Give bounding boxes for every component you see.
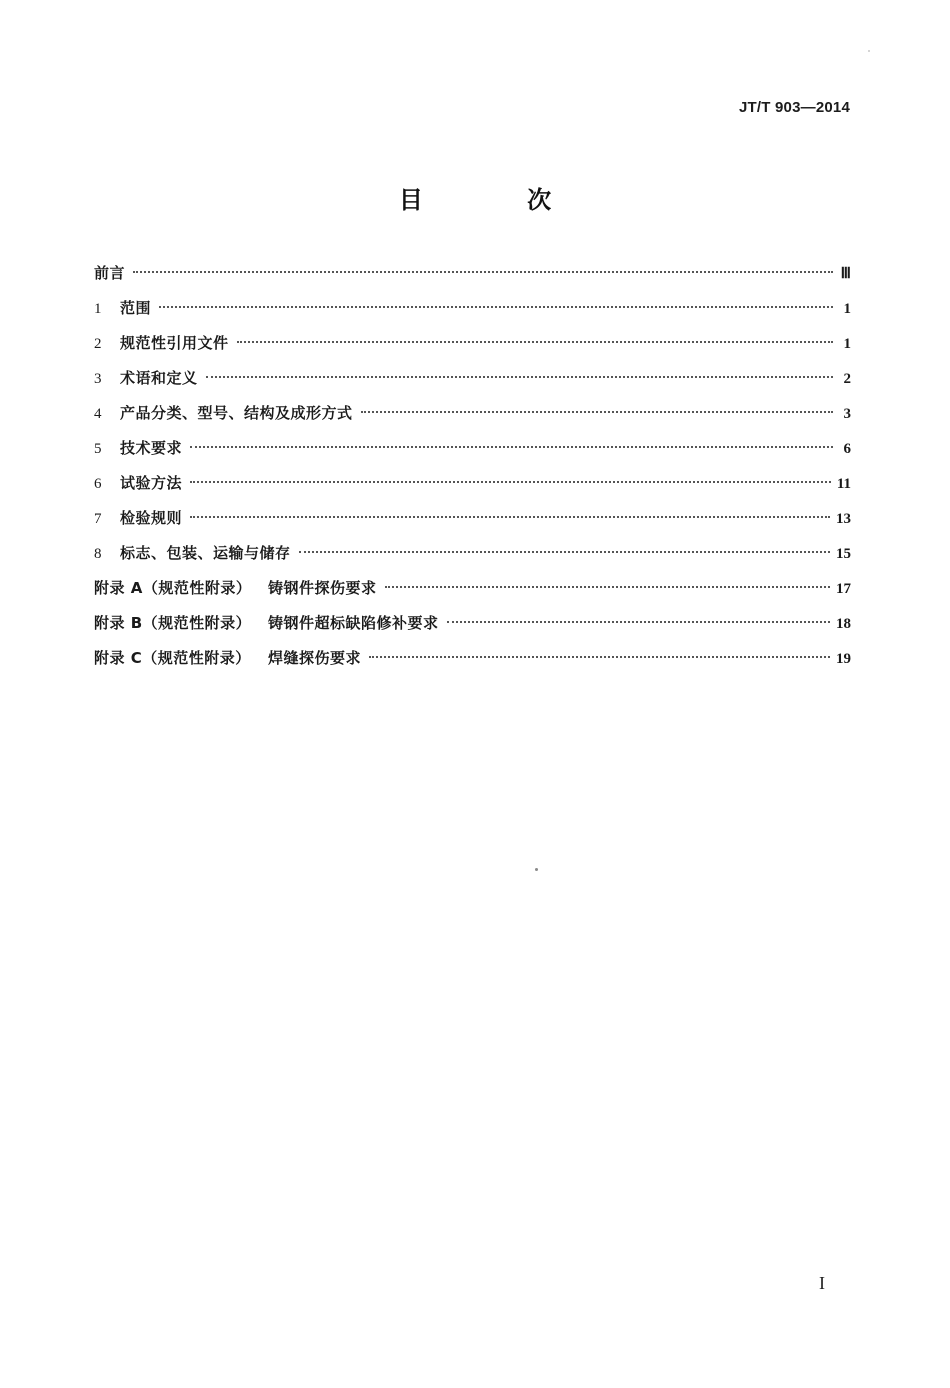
toc-entry-annex-c[interactable] [94, 641, 851, 676]
toc-entry-page: Ⅲ [840, 266, 851, 282]
toc-entry-number: 6 [94, 476, 102, 492]
dot-leader [159, 306, 833, 308]
toc-entry-label: 产品分类、型号、结构及成形方式 [120, 404, 353, 422]
toc-annex-designation: 附录 A（规范性附录） [94, 579, 252, 597]
document-code: JT/T 903—2014 [739, 99, 850, 116]
toc-entry-page: 17 [836, 581, 851, 597]
table-of-contents [94, 256, 851, 676]
toc-entry-number: 8 [94, 546, 102, 562]
toc-entry-number: 2 [94, 336, 102, 352]
page-folio: I [819, 1273, 825, 1293]
dot-leader [206, 376, 833, 378]
toc-entry-5[interactable] [94, 431, 851, 466]
toc-entry-page: 3 [843, 406, 851, 422]
toc-entry-4[interactable] [94, 396, 851, 431]
toc-entry-page: 18 [836, 616, 851, 632]
dot-leader [190, 516, 830, 518]
toc-entry-annex-a[interactable] [94, 571, 851, 606]
toc-entry-7[interactable] [94, 501, 851, 536]
toc-entry-3[interactable] [94, 361, 851, 396]
toc-entry-label: 铸钢件超标缺陷修补要求 [268, 614, 439, 632]
dot-leader [385, 586, 830, 588]
toc-entry-6[interactable] [94, 466, 851, 501]
dot-leader [190, 481, 831, 483]
toc-entry-label: 焊缝探伤要求 [268, 649, 362, 667]
toc-entry-foreword[interactable] [94, 256, 851, 291]
toc-entry-number: 1 [94, 301, 102, 317]
toc-title: 目 次 [398, 186, 600, 214]
toc-entry-number: 5 [94, 441, 102, 457]
dot-leader [237, 341, 833, 343]
toc-entry-label: 检验规则 [120, 509, 183, 527]
dot-leader [447, 621, 830, 623]
toc-entry-2[interactable] [94, 326, 851, 361]
toc-entry-annex-b[interactable] [94, 606, 851, 641]
toc-entry-label: 试验方法 [120, 474, 183, 492]
toc-entry-label: 范围 [120, 299, 152, 317]
toc-entry-label: 铸钢件探伤要求 [268, 579, 377, 597]
toc-entry-page: 11 [836, 476, 851, 492]
toc-entry-page: 2 [843, 371, 851, 387]
dot-leader [133, 271, 833, 273]
dot-leader [299, 551, 830, 553]
toc-entry-label: 技术要求 [120, 439, 183, 457]
toc-entry-number: 7 [94, 511, 102, 527]
dot-leader [361, 411, 833, 413]
dot-leader [190, 446, 833, 448]
toc-entry-page: 1 [843, 301, 851, 317]
toc-annex-designation: 附录 C（规范性附录） [94, 649, 251, 667]
toc-entry-number: 3 [94, 371, 102, 387]
toc-entry-label: 规范性引用文件 [120, 334, 229, 352]
toc-entry-number: 4 [94, 406, 102, 422]
toc-entry-page: 19 [836, 651, 851, 667]
toc-annex-designation: 附录 B（规范性附录） [94, 614, 252, 632]
toc-entry-1[interactable] [94, 291, 851, 326]
scan-speck [868, 50, 870, 52]
toc-entry-page: 13 [836, 511, 851, 527]
scan-speck [535, 868, 538, 871]
toc-entry-page: 15 [836, 546, 851, 562]
toc-entry-label: 前言 [94, 264, 126, 282]
toc-entry-label: 标志、包装、运输与储存 [120, 544, 291, 562]
toc-entry-page: 1 [843, 336, 851, 352]
toc-entry-label: 术语和定义 [120, 369, 198, 387]
toc-entry-8[interactable] [94, 536, 851, 571]
dot-leader [369, 656, 830, 658]
toc-entry-page: 6 [843, 441, 851, 457]
